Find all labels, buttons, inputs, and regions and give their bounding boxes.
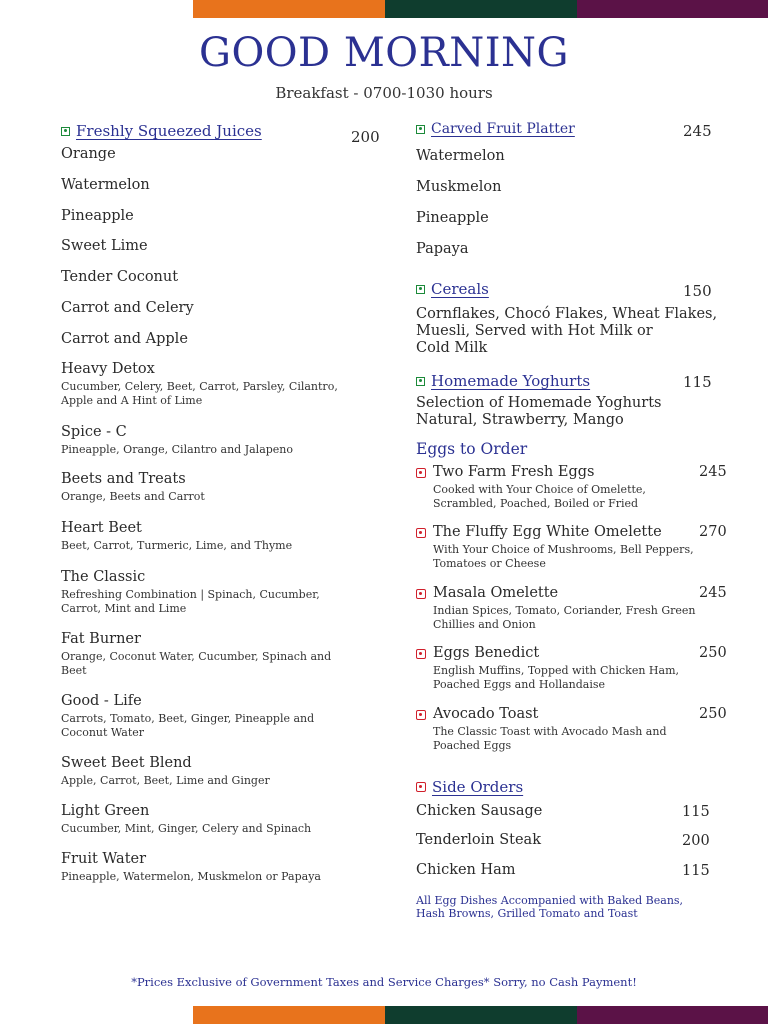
egg-item-desc: With Your Choice of Mushrooms, Bell Peppers, Tomatoes or Cheese: [433, 543, 694, 570]
juice-item: [61, 208, 341, 224]
juice-item-desc: Cucumber, Mint, Ginger, Celery and Spinach: [61, 822, 312, 835]
egg-item: [433, 645, 703, 692]
cereals-desc-line: Cornflakes, Chocó Flakes, Wheat Flakes,: [416, 306, 718, 322]
egg-item: [433, 464, 703, 511]
juice-item-name: Light Green: [61, 803, 150, 819]
juice-item: [61, 631, 341, 678]
section-sides-header: [416, 778, 523, 796]
juice-item-name: Tender Coconut: [61, 269, 179, 285]
egg-item-desc: Indian Spices, Tomato, Coriander, Fresh Green Chillies and Onion: [433, 604, 696, 631]
fruit-item: Watermelon: [416, 148, 505, 164]
juice-item: [61, 755, 341, 788]
egg-item: [433, 585, 703, 632]
juice-item-name: Good - Life: [61, 693, 142, 709]
juice-item: [61, 693, 341, 740]
section-title-sides: Side Orders: [432, 778, 524, 796]
section-eggs-header: [416, 440, 527, 458]
egg-item-price: 270: [699, 524, 727, 540]
egg-item-desc: Cooked with Your Choice of Omelette, Scrambled, Poached, Boiled or Fried: [433, 483, 646, 510]
juice-item-desc: Beet, Carrot, Turmeric, Lime, and Thyme: [61, 539, 293, 552]
nonveg-icon: [416, 649, 426, 659]
veg-icon: [416, 377, 425, 386]
nonveg-icon: [416, 528, 426, 538]
page-title: GOOD MORNING: [199, 30, 569, 76]
yoghurts-desc-line: Natural, Strawberry, Mango: [416, 412, 624, 428]
juice-item-name: Orange: [61, 146, 116, 162]
juice-item: [61, 471, 341, 504]
nonveg-icon: [416, 710, 426, 720]
yoghurts-desc: [416, 395, 661, 429]
section-juices-header: [61, 122, 262, 140]
section-fruit-header: [416, 121, 575, 137]
cereals-desc-line: Cold Milk: [416, 340, 488, 356]
veg-icon: [416, 285, 425, 294]
bar-purple: [577, 1006, 768, 1024]
juice-item-desc: Cucumber, Celery, Beet, Carrot, Parsley, Cilantro, Apple and A Hint of Lime: [61, 380, 338, 407]
egg-item-desc: English Muffins, Topped with Chicken Ham, Poached Eggs and Hollandaise: [433, 664, 680, 691]
juice-item: [61, 269, 341, 285]
egg-item: [433, 524, 703, 571]
nonveg-icon: [416, 782, 426, 792]
egg-item-price: 245: [699, 585, 727, 601]
section-price-cereals: 150: [683, 282, 712, 300]
egg-item-name: Two Farm Fresh Eggs: [433, 464, 595, 480]
juice-item: [61, 146, 341, 162]
egg-item-name: Eggs Benedict: [433, 645, 540, 661]
juice-item-name: Beets and Treats: [61, 471, 186, 487]
juice-item: [61, 803, 341, 836]
section-title-juices: Freshly Squeezed Juices: [76, 122, 262, 140]
section-price-juices: 200: [351, 128, 380, 146]
juice-item-desc: Pineapple, Orange, Cilantro and Jalapeno: [61, 443, 294, 456]
juice-item-name: Sweet Beet Blend: [61, 755, 192, 771]
bar-orange: [193, 0, 385, 18]
fruit-item: Muskmelon: [416, 179, 502, 195]
note-line: Hash Browns, Grilled Tomato and Toast: [416, 907, 638, 920]
egg-item-price: 245: [699, 464, 727, 480]
egg-item-name: The Fluffy Egg White Omelette: [433, 524, 662, 540]
juice-item-desc: Carrots, Tomato, Beet, Ginger, Pineapple and Coconut Water: [61, 712, 315, 739]
juice-item: [61, 424, 341, 457]
bar-orange: [193, 1006, 385, 1024]
bar-green: [385, 0, 577, 18]
fruit-item: Papaya: [416, 241, 469, 257]
juice-item: [61, 300, 341, 316]
section-title-yoghurts: Homemade Yoghurts: [431, 372, 591, 390]
juice-item: [61, 851, 341, 884]
section-cereals-header: [416, 280, 489, 298]
juice-item-desc: Apple, Carrot, Beet, Lime and Ginger: [61, 774, 270, 787]
top-color-bar: [193, 0, 768, 18]
side-item-price: 200: [682, 833, 710, 849]
section-price-fruit: 245: [683, 122, 712, 140]
juice-item: [61, 177, 341, 193]
juice-item-name: Carrot and Celery: [61, 300, 194, 316]
juice-item-name: Fat Burner: [61, 631, 141, 647]
section-yoghurts-header: [416, 372, 590, 390]
side-item-price: 115: [682, 863, 710, 879]
egg-item-price: 250: [699, 645, 727, 661]
egg-item-name: Masala Omelette: [433, 585, 559, 601]
cereals-desc: [416, 306, 717, 357]
juice-item: [61, 361, 341, 408]
page-subtitle: Breakfast - 0700-1030 hours: [275, 84, 493, 102]
side-item-name: Chicken Sausage: [416, 803, 543, 819]
section-title-fruit: Carved Fruit Platter: [431, 121, 575, 137]
bottom-color-bar: [193, 1006, 768, 1024]
nonveg-icon: [416, 589, 426, 599]
egg-item-price: 250: [699, 706, 727, 722]
juice-item: [61, 238, 341, 254]
juice-item-name: Sweet Lime: [61, 238, 148, 254]
section-title-cereals: Cereals: [431, 280, 489, 298]
egg-item: [433, 706, 703, 753]
juice-item-name: Heart Beet: [61, 520, 142, 536]
veg-icon: [61, 127, 70, 136]
juice-item-name: Heavy Detox: [61, 361, 155, 377]
cereals-desc-line: Muesli, Served with Hot Milk or: [416, 323, 653, 339]
juice-item: [61, 331, 341, 347]
footer-disclaimer: *Prices Exclusive of Government Taxes and Service Charges* Sorry, no Cash Payment!: [131, 975, 637, 989]
side-item-name: Chicken Ham: [416, 862, 516, 878]
juice-item-name: The Classic: [61, 569, 146, 585]
note-line: All Egg Dishes Accompanied with Baked Beans,: [416, 894, 684, 907]
section-title-eggs: Eggs to Order: [416, 440, 528, 458]
bar-green: [385, 1006, 577, 1024]
section-price-yoghurts: 115: [683, 373, 712, 391]
yoghurts-desc-line: Selection of Homemade Yoghurts: [416, 395, 662, 411]
juice-item-name: Spice - C: [61, 424, 127, 440]
egg-accompaniment-note: [416, 894, 683, 920]
side-item-price: 115: [682, 804, 710, 820]
juice-item-desc: Orange, Beets and Carrot: [61, 490, 205, 503]
juice-item-name: Pineapple: [61, 208, 134, 224]
veg-icon: [416, 125, 425, 134]
juice-item-desc: Orange, Coconut Water, Cucumber, Spinach and Beet: [61, 650, 332, 677]
juice-item: [61, 520, 341, 553]
side-item-name: Tenderloin Steak: [416, 832, 541, 848]
juice-item: [61, 569, 341, 616]
juice-item-name: Watermelon: [61, 177, 150, 193]
nonveg-icon: [416, 468, 426, 478]
juice-item-desc: Pineapple, Watermelon, Muskmelon or Papaya: [61, 870, 321, 883]
juice-item-name: Fruit Water: [61, 851, 147, 867]
egg-item-desc: The Classic Toast with Avocado Mash and Poached Eggs: [433, 725, 667, 752]
bar-purple: [577, 0, 768, 18]
egg-item-name: Avocado Toast: [433, 706, 539, 722]
juice-item-desc: Refreshing Combination | Spinach, Cucumber, Carrot, Mint and Lime: [61, 588, 320, 615]
fruit-item: Pineapple: [416, 210, 489, 226]
juice-item-name: Carrot and Apple: [61, 331, 188, 347]
